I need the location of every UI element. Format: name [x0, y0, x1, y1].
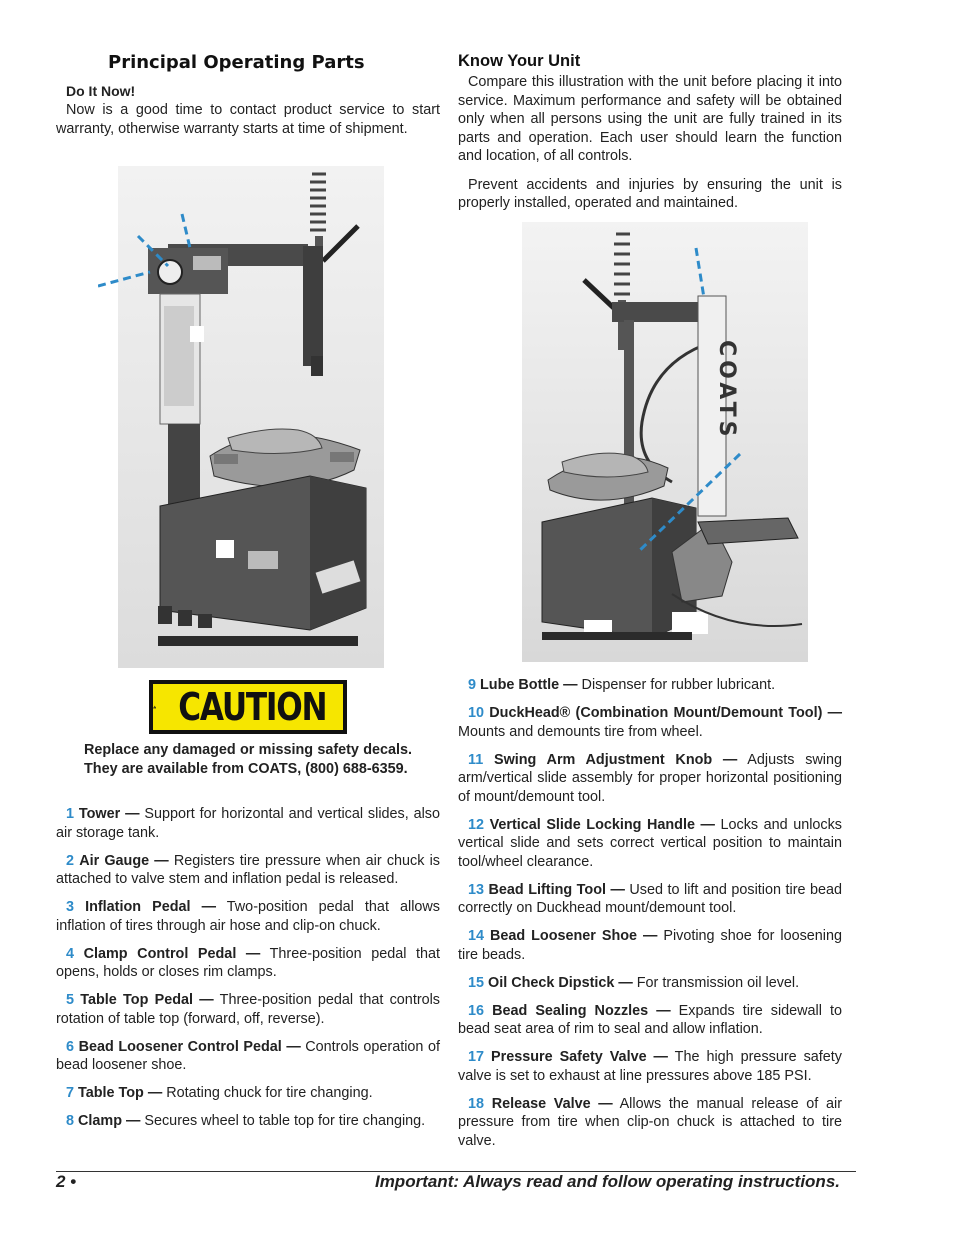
caution-note: Replace any damaged or missing safety decals. They are available from COATS, (800) 688-6359. — [84, 742, 412, 777]
right-column — [458, 52, 842, 213]
part-item: 16 Bead Sealing Nozzles — Expands tire sidewall to bead seat area of rim to seal and allow inflation. — [458, 1002, 842, 1037]
part-item: 1 Tower — Support for horizontal and vertical slides, also air storage tank. — [56, 806, 440, 841]
tire-changer-front-photo — [98, 166, 384, 668]
tire-changer-side-photo — [522, 222, 808, 662]
part-item: 8 Clamp — Secures wheel to table top for tire changing. — [66, 1113, 426, 1129]
part-item: 12 Vertical Slide Locking Handle — Locks and unlocks vertical slide and sets correct vertical position to maintain tool/wheel clearance. — [458, 816, 842, 870]
know-unit-paragraph-2: Prevent accidents and injuries by ensuring the unit is properly installed, operated and maintained. — [458, 176, 842, 211]
section-title-know-your-unit: Know Your Unit — [458, 52, 581, 70]
part-item: 5 Table Top Pedal — Three-position pedal that controls rotation of table top (forward, off, reverse). — [56, 992, 441, 1027]
part-item: 10 DuckHead® (Combination Mount/Demount Tool) — Mounts and demounts tire from wheel. — [458, 705, 843, 740]
part-item: 11 Swing Arm Adjustment Knob — Adjusts swing arm/vertical slide assembly for proper horizontal positioning of mount/demount tool. — [458, 751, 842, 805]
caution-sign-panel — [153, 684, 343, 730]
section-title-principal-parts: Principal Operating Parts — [108, 52, 365, 73]
parts-list-left — [56, 805, 440, 1140]
part-item: 14 Bead Loosener Shoe — Pivoting shoe for loosening tire beads. — [458, 928, 843, 963]
warranty-intro: Now is a good time to contact product service to start warranty, otherwise warranty starts at time of shipment. — [56, 102, 440, 137]
part-item: 17 Pressure Safety Valve — The high pressure safety valve is set to exhaust at line pressures above 185 PSI. — [458, 1049, 843, 1084]
part-item: 6 Bead Loosener Control Pedal — Controls operation of bead loosener shoe. — [56, 1038, 440, 1073]
parts-list-right — [458, 676, 842, 1160]
part-item: 2 Air Gauge — Registers tire pressure when air chuck is attached to valve stem and inflation pedal is released. — [56, 852, 440, 887]
warning-triangle-icon — [153, 692, 156, 722]
left-column — [56, 52, 440, 138]
caution-sign — [149, 680, 347, 734]
part-item: 4 Clamp Control Pedal — Three-position pedal that opens, holds or closes rim clamps. — [56, 945, 440, 980]
part-item: 15 Oil Check Dipstick — For transmission oil level. — [468, 974, 800, 991]
part-item: 9 Lube Bottle — Dispenser for rubber lubricant. — [468, 677, 776, 693]
page-number: 2 • — [56, 1172, 77, 1191]
coats-logo: COATS — [714, 340, 739, 441]
know-unit-paragraph-1: Compare this illustration with the unit before placing it into service. Maximum performance and safety will be obtained only when all persons using the unit are fully trained in its parts and operation. Each user should learn the function and location, of all controls. — [458, 74, 842, 164]
do-it-now-subhead: Do It Now! — [66, 83, 136, 99]
footer-message: Important: Always read and follow operating instructions. — [374, 1172, 840, 1191]
part-item: 18 Release Valve — Allows the manual release of air pressure from tire when clip-on chuck is attached to tire valve. — [458, 1095, 842, 1149]
part-item: 13 Bead Lifting Tool — Used to lift and position tire bead correctly on Duckhead mount/demount tool. — [458, 881, 843, 916]
part-item: 7 Table Top — Rotating chuck for tire changing. — [66, 1085, 373, 1101]
part-item: 3 Inflation Pedal — Two-position pedal that allows inflation of tires through air hose and clip-on chuck. — [56, 899, 440, 934]
page-footer — [56, 1172, 840, 1194]
caution-label: CAUTION — [178, 685, 327, 729]
